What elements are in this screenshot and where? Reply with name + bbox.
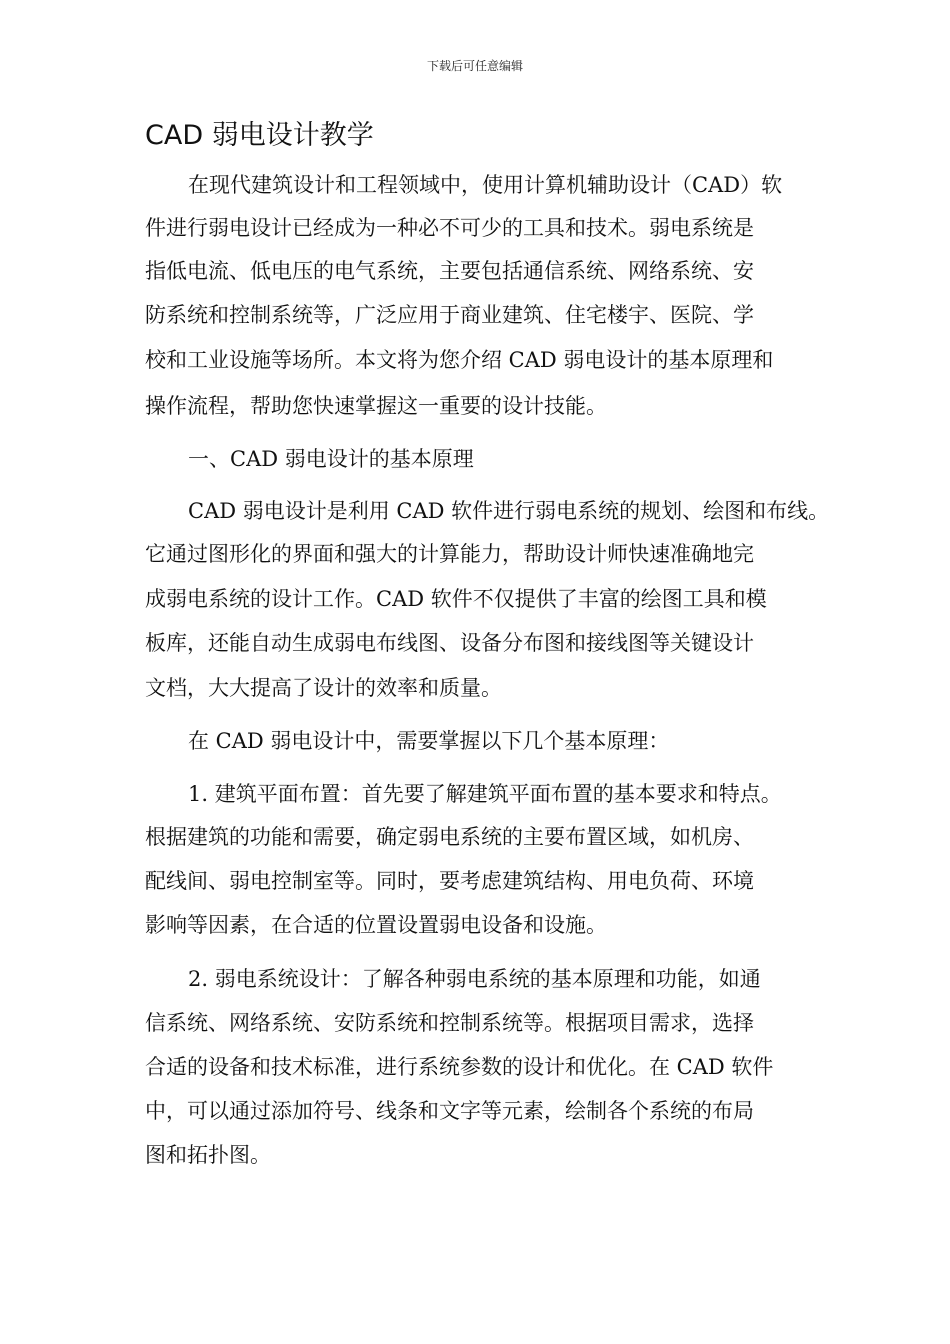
document-title: CAD 弱电设计教学 bbox=[145, 120, 374, 151]
list-item-line: 根据建筑的功能和需要，确定弱电系统的主要布置区域，如机房、 bbox=[145, 825, 754, 849]
intro-paragraph-line: 操作流程，帮助您快速掌握这一重要的设计技能。 bbox=[145, 394, 607, 418]
intro-paragraph-line: 防系统和控制系统等，广泛应用于商业建筑、住宅楼宇、医院、学 bbox=[145, 303, 754, 327]
list-item-line: 2. 弱电系统设计：了解各种弱电系统的基本原理和功能，如通 bbox=[188, 967, 761, 991]
list-item-line: 信系统、网络系统、安防系统和控制系统等。根据项目需求，选择 bbox=[145, 1011, 754, 1035]
intro-paragraph-line: 校和工业设施等场所。本文将为您介绍 CAD 弱电设计的基本原理和 bbox=[145, 348, 774, 372]
list-item-line: 影响等因素，在合适的位置设置弱电设备和设施。 bbox=[145, 913, 607, 937]
download-note: 下载后可任意编辑 bbox=[426, 59, 523, 73]
list-item-line: 中，可以通过添加符号、线条和文字等元素，绘制各个系统的布局 bbox=[145, 1099, 754, 1123]
section-heading: 一、CAD 弱电设计的基本原理 bbox=[188, 447, 474, 471]
list-item-line: 1. 建筑平面布置：首先要了解建筑平面布置的基本要求和特点。 bbox=[188, 782, 782, 806]
intro-paragraph-line: 件进行弱电设计已经成为一种必不可少的工具和技术。弱电系统是 bbox=[145, 216, 754, 240]
intro-paragraph-line: 指低电流、低电压的电气系统，主要包括通信系统、网络系统、安 bbox=[145, 259, 754, 283]
list-item-line: 配线间、弱电控制室等。同时，要考虑建筑结构、用电负荷、环境 bbox=[145, 869, 754, 893]
principles-intro-line: 在 CAD 弱电设计中，需要掌握以下几个基本原理： bbox=[188, 729, 670, 753]
principle-paragraph-line: 成弱电系统的设计工作。CAD 软件不仅提供了丰富的绘图工具和模 bbox=[145, 587, 767, 611]
principle-paragraph-line: 板库，还能自动生成弱电布线图、设备分布图和接线图等关键设计 bbox=[145, 631, 754, 655]
principle-paragraph-line: CAD 弱电设计是利用 CAD 软件进行弱电系统的规划、绘图和布线。 bbox=[188, 499, 830, 523]
principle-paragraph-line: 文档，大大提高了设计的效率和质量。 bbox=[145, 676, 502, 700]
list-item-line: 合适的设备和技术标准，进行系统参数的设计和优化。在 CAD 软件 bbox=[145, 1055, 774, 1079]
intro-paragraph-line: 在现代建筑设计和工程领域中，使用计算机辅助设计（CAD）软 bbox=[188, 173, 783, 197]
list-item-line: 图和拓扑图。 bbox=[145, 1143, 271, 1167]
principle-paragraph-line: 它通过图形化的界面和强大的计算能力，帮助设计师快速准确地完 bbox=[145, 542, 754, 566]
